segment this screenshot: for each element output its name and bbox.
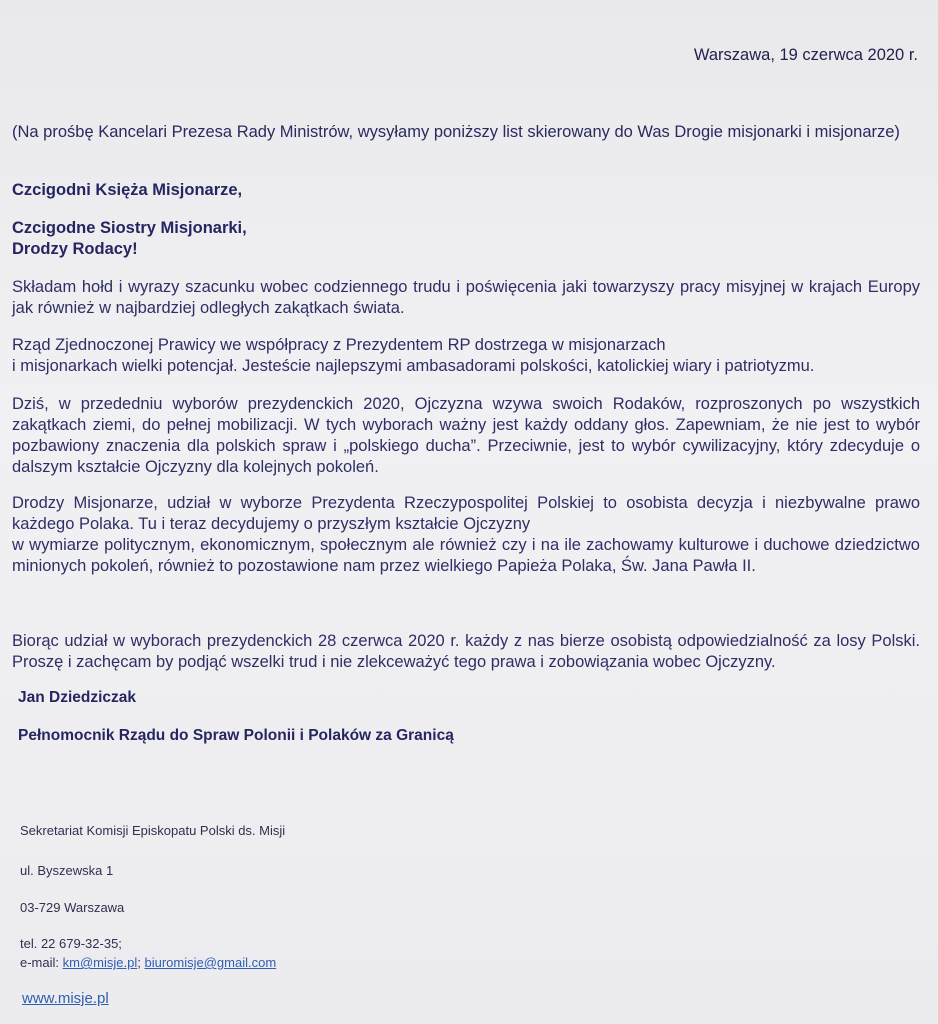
contact-organization: Sekretariat Komisji Episkopatu Polski ds. Misji	[20, 823, 286, 838]
paragraph-government-line2: i misjonarkach wielki potencjał. Jesteście najlepszymi ambasadorami polskości, katolickiej wiary i patriotyzmu.	[12, 357, 815, 375]
contact-phone: tel. 22 679-32-35;	[20, 936, 122, 951]
contact-street: ul. Byszewska 1	[20, 863, 114, 878]
website-link[interactable]: www.misje.pl	[22, 990, 109, 1007]
greeting-group	[12, 218, 920, 260]
intro-note: (Na prośbę Kancelari Prezesa Rady Ministrów, wysyłamy poniższy list skierowany do Was Drogie misjonarki i misjonarze)	[12, 123, 900, 141]
paragraph-missionaries-part1: Drodzy Misjonarze, udział w wyborze Prezydenta Rzeczypospolitej Polskiej to osobista decyzja i niezbywalne prawo każdego Polaka. Tu i teraz decydujemy o przyszłym kształcie Ojczyzny	[12, 494, 920, 533]
paragraph-election-call: Biorąc udział w wyborach prezydenckich 28 czerwca 2020 r. każdy z nas bierze osobistą odpowiedzialność za losy Polski. Proszę i zachęcam by podjąć wszelki trud i nie zlekceważyć tego prawa i zobowiązania wobec Ojczyzny.	[12, 632, 920, 671]
signature-title: Pełnomocnik Rządu do Spraw Polonii i Polaków za Granicą	[18, 727, 454, 744]
paragraph-today: Dziś, w przededniu wyborów prezydenckich 2020, Ojczyzna wzywa swoich Rodaków, rozproszonych po wszystkich zakątkach ziemi, do pełnej mobilizacji. W tych wyborach ważny jest każdy oddany głos. Zapewniam, że nie jest to wybór pozbawiony znaczenia dla polskich spraw i „polskiego ducha”. Przeciwnie, jest to wybór cywilizacyjny, który zdecyduje o dalszym kształcie Ojczyzny dla kolejnych pokoleń.	[12, 395, 920, 476]
contact-city: 03-729 Warszawa	[20, 900, 125, 915]
contact-website-row	[22, 990, 109, 1007]
letter-date: Warszawa, 19 czerwca 2020 r.	[693, 46, 918, 64]
email-separator: ;	[137, 955, 141, 970]
paragraph-homage: Składam hołd i wyrazy szacunku wobec codziennego trudu i poświęcenia jaki towarzyszy pracy misyjnej w krajach Europy jak również w najbardziej odległych zakątkach świata.	[12, 278, 920, 317]
signature-name: Jan Dziedziczak	[18, 689, 137, 706]
paragraph-government	[12, 335, 920, 377]
paragraph-missionaries	[12, 493, 920, 577]
contact-email-label: e-mail:	[20, 955, 60, 970]
greeting-compatriots: Drodzy Rodacy!	[12, 240, 138, 258]
email-link-biuro[interactable]: biuromisje@gmail.com	[144, 955, 277, 970]
contact-email-row	[20, 955, 276, 970]
greeting-sisters: Czcigodne Siostry Misjonarki,	[12, 219, 247, 237]
greeting-priests: Czcigodni Księża Misjonarze,	[12, 181, 243, 199]
paragraph-missionaries-part2: w wymiarze politycznym, ekonomicznym, społecznym ale również czy i na ile zachowamy kulturowe i duchowe dziedzictwo minionych pokoleń, również to pozostawione nam przez wielkiego Papieża Polaka, Św. Jana Pawła II.	[12, 536, 920, 575]
paragraph-government-line1: Rząd Zjednoczonej Prawicy we współpracy z Prezydentem RP dostrzega w misjonarzach	[12, 336, 666, 354]
email-link-km[interactable]: km@misje.pl	[62, 955, 138, 970]
